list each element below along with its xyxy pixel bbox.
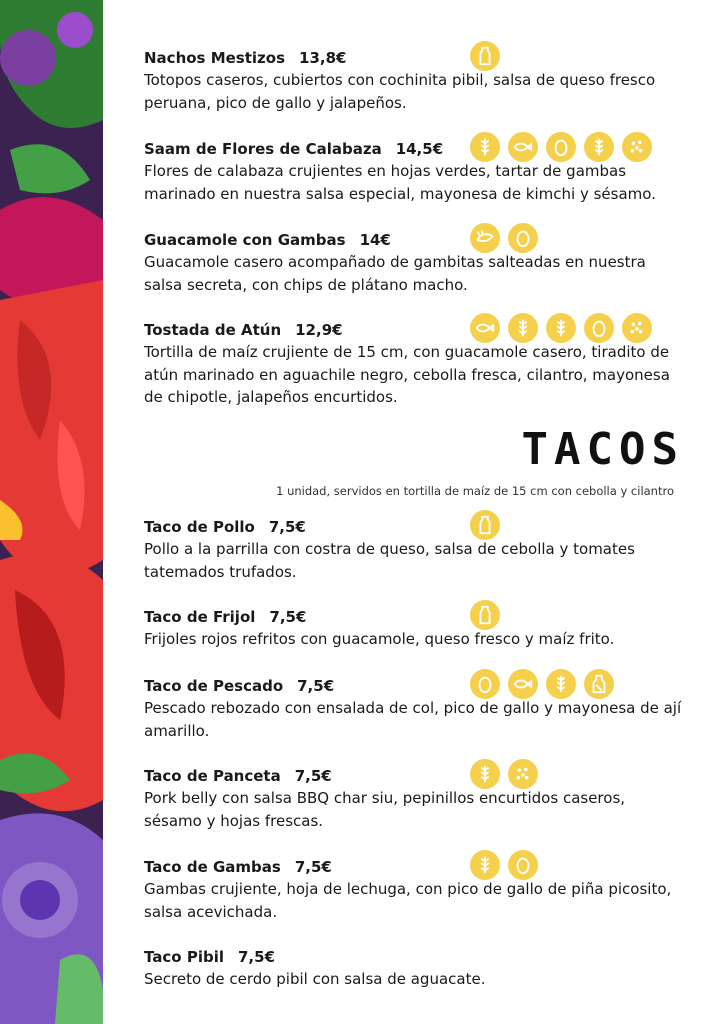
gluten-icon	[584, 132, 614, 162]
gluten-icon	[508, 313, 538, 343]
egg-icon	[508, 223, 538, 253]
crustacean-icon	[470, 223, 500, 253]
item-name: Guacamole con Gambas	[144, 231, 346, 249]
menu-item	[144, 47, 684, 114]
allergen-icons	[470, 759, 538, 789]
gluten-icon	[546, 313, 576, 343]
allergen-icons	[470, 313, 652, 343]
item-title	[144, 229, 684, 251]
milk-icon	[470, 41, 500, 71]
item-name: Taco de Panceta	[144, 767, 281, 785]
sesame-icon	[508, 759, 538, 789]
section-subtitle: 1 unidad, servidos en tortilla de maíz de 15 cm con cebolla y cilantro	[276, 484, 674, 498]
decorative-embroidery-strip	[0, 0, 103, 1024]
item-price: 7,5€	[238, 948, 276, 966]
item-description: Guacamole casero acompañado de gambitas salteadas en nuestra salsa secreta, con chips de plátano macho.	[144, 253, 646, 294]
item-title	[144, 765, 684, 787]
section-title: TACOS	[521, 424, 684, 475]
item-description: Pork belly con salsa BBQ char siu, pepinillos encurtidos caseros, sésamo y hojas frescas.	[144, 789, 626, 830]
egg-icon	[470, 669, 500, 699]
item-description: Gambas crujiente, hoja de lechuga, con pico de gallo de piña picosito, salsa acevichada.	[144, 880, 672, 921]
item-price: 7,5€	[269, 608, 307, 626]
egg-icon	[546, 132, 576, 162]
item-name: Taco de Frijol	[144, 608, 256, 626]
gluten-icon	[546, 669, 576, 699]
allergen-icons	[470, 132, 652, 162]
milk-icon	[470, 600, 500, 630]
egg-icon	[508, 850, 538, 880]
menu-item	[144, 229, 684, 296]
item-description: Pescado rebozado con ensalada de col, pico de gallo y mayonesa de ají amarillo.	[144, 699, 682, 740]
egg-icon	[584, 313, 614, 343]
item-title	[144, 606, 684, 628]
item-price: 14,5€	[395, 140, 444, 158]
fish-icon	[470, 313, 500, 343]
item-name: Taco de Gambas	[144, 858, 281, 876]
menu-item	[144, 606, 684, 651]
item-description: Secreto de cerdo pibil con salsa de aguacate.	[144, 970, 486, 988]
gluten-icon	[470, 132, 500, 162]
item-name: Taco de Pollo	[144, 518, 255, 536]
item-price: 14€	[359, 231, 391, 249]
gluten-icon	[470, 759, 500, 789]
item-description: Frijoles rojos refritos con guacamole, queso fresco y maíz frito.	[144, 630, 615, 648]
menu-item	[144, 946, 684, 991]
item-description: Tortilla de maíz crujiente de 15 cm, con guacamole casero, tiradito de atún marinado en aguachile negro, cebolla fresca, cilantro, mayonesa de chipotle, jalapeños encurtidos.	[144, 343, 670, 406]
menu-item	[144, 675, 684, 742]
sesame-icon	[622, 313, 652, 343]
fish-icon	[508, 132, 538, 162]
item-price: 7,5€	[297, 677, 335, 695]
allergen-icons	[470, 669, 614, 699]
item-price: 7,5€	[268, 518, 306, 536]
item-name: Tostada de Atún	[144, 321, 282, 339]
item-price: 13,8€	[299, 49, 347, 67]
allergen-icons	[470, 41, 500, 71]
menu-item	[144, 765, 684, 832]
item-title	[144, 516, 684, 538]
item-description: Pollo a la parrilla con costra de queso, salsa de cebolla y tomates tatemados trufados.	[144, 540, 635, 581]
menu-item	[144, 856, 684, 923]
item-description: Totopos caseros, cubiertos con cochinita pibil, salsa de queso fresco peruana, pico de gallo y jalapeños.	[144, 71, 656, 112]
item-name: Taco Pibil	[144, 948, 224, 966]
sesame-icon	[622, 132, 652, 162]
item-title	[144, 856, 684, 878]
item-price: 7,5€	[294, 767, 332, 785]
allergen-icons	[470, 510, 500, 540]
allergen-icons	[470, 850, 538, 880]
fish-icon	[508, 669, 538, 699]
item-price: 7,5€	[294, 858, 332, 876]
menu-item	[144, 138, 684, 205]
allergen-icons	[470, 223, 538, 253]
menu-item	[144, 319, 684, 409]
item-name: Taco de Pescado	[144, 677, 284, 695]
gluten-icon	[470, 850, 500, 880]
allergen-icons	[470, 600, 500, 630]
item-price: 12,9€	[295, 321, 343, 339]
milk-icon	[470, 510, 500, 540]
item-title	[144, 946, 684, 968]
item-name: Nachos Mestizos	[144, 49, 286, 67]
item-description: Flores de calabaza crujientes en hojas verdes, tartar de gambas marinado en nuestra salsa especial, mayonesa de kimchi y sésamo.	[144, 162, 656, 203]
menu-item	[144, 516, 684, 583]
sulphite-icon	[584, 669, 614, 699]
item-name: Saam de Flores de Calabaza	[144, 140, 382, 158]
item-title	[144, 47, 684, 69]
